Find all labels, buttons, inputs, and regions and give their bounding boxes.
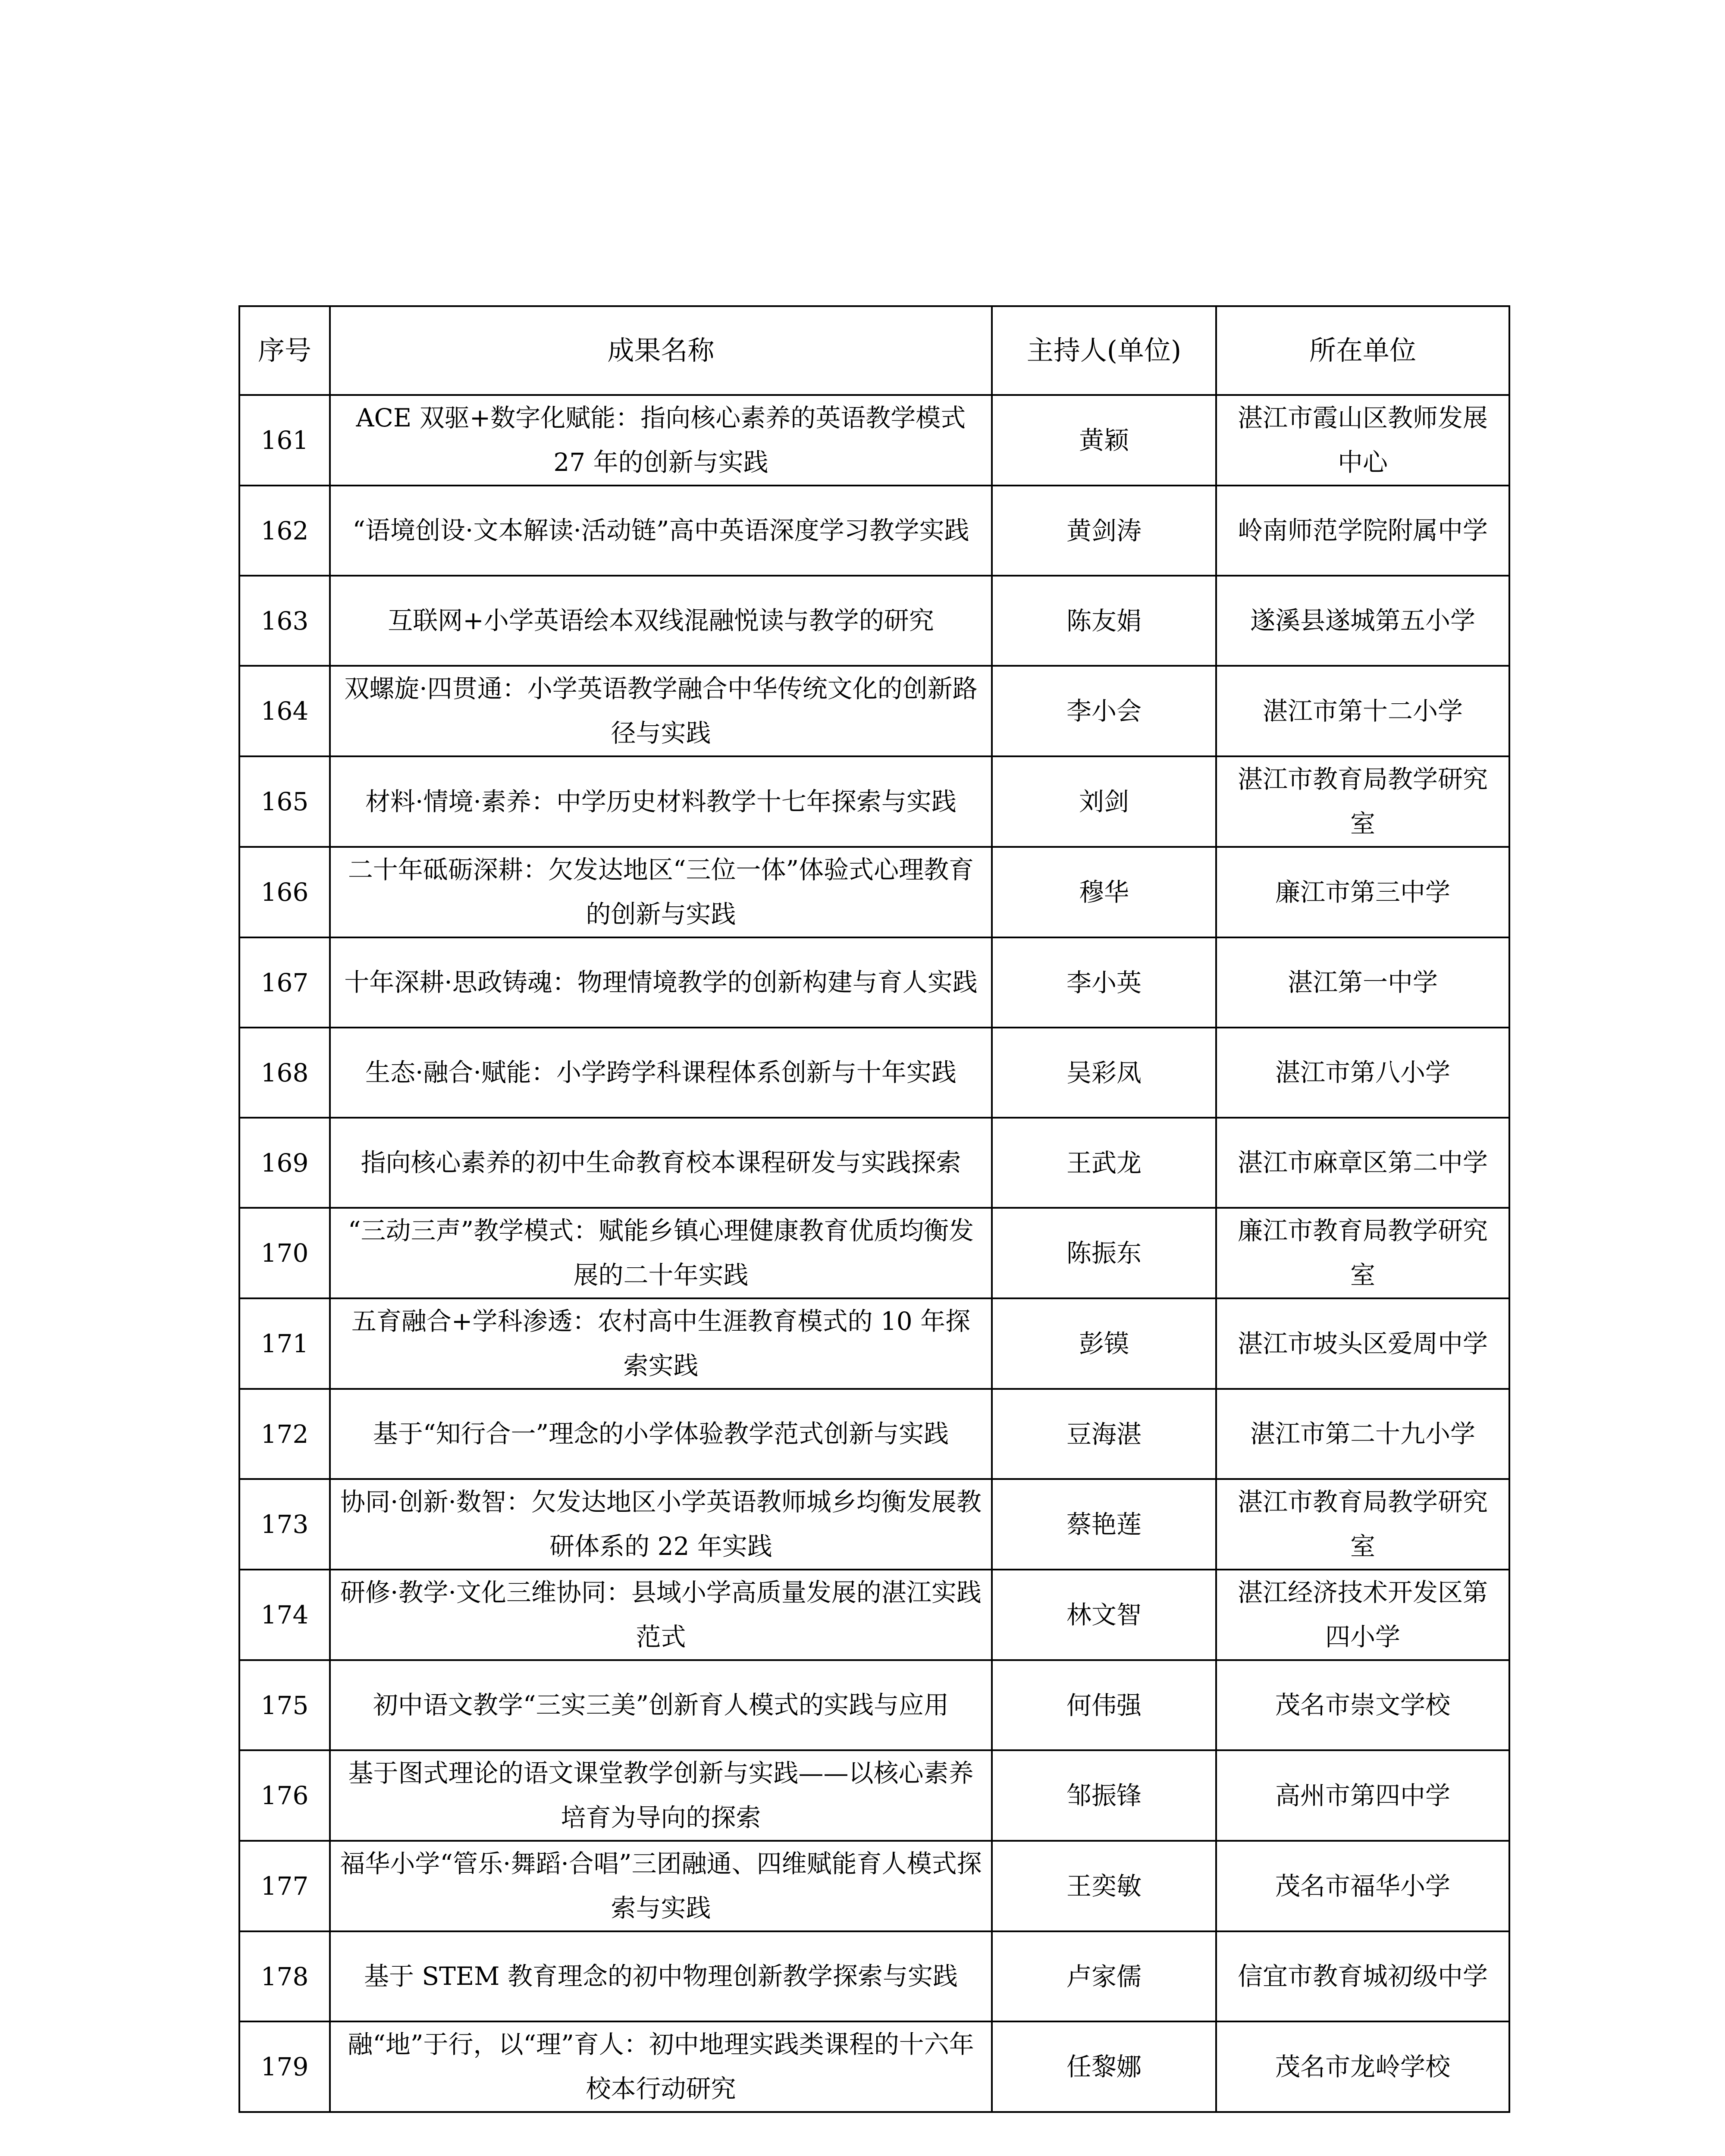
table-row [239,486,1509,576]
host-name: 蔡艳莲 [992,1479,1216,1570]
achievement-title: 融“地”于行，以“理”育人：初中地理实践类课程的十六年校本行动研究 [330,2021,992,2112]
header-no: 序号 [239,306,330,395]
unit-name: 湛江经济技术开发区第四小学 [1216,1570,1509,1660]
unit-name: 遂溪县遂城第五小学 [1216,576,1509,666]
row-number: 167 [239,937,330,1028]
awards-table [238,305,1510,2113]
achievement-title: “三动三声”教学模式：赋能乡镇心理健康教育优质均衡发展的二十年实践 [330,1208,992,1298]
row-number: 163 [239,576,330,666]
achievement-title: 指向核心素养的初中生命教育校本课程研发与实践探索 [330,1118,992,1208]
achievement-title: 生态·融合·赋能：小学跨学科课程体系创新与十年实践 [330,1028,992,1118]
table-row [239,937,1509,1028]
achievement-title: 研修·教学·文化三维协同：县域小学高质量发展的湛江实践范式 [330,1570,992,1660]
host-name: 吴彩凤 [992,1028,1216,1118]
host-name: 王武龙 [992,1118,1216,1208]
table-row [239,1298,1509,1389]
table-row [239,1841,1509,1931]
unit-name: 湛江市第二十九小学 [1216,1389,1509,1479]
row-number: 169 [239,1118,330,1208]
unit-name: 茂名市龙岭学校 [1216,2021,1509,2112]
row-number: 161 [239,395,330,486]
unit-name: 湛江市坡头区爱周中学 [1216,1298,1509,1389]
achievement-title: 双螺旋·四贯通：小学英语教学融合中华传统文化的创新路径与实践 [330,666,992,756]
row-number: 179 [239,2021,330,2112]
achievement-title: 五育融合+学科渗透：农村高中生涯教育模式的 10 年探索实践 [330,1298,992,1389]
row-number: 174 [239,1570,330,1660]
row-number: 170 [239,1208,330,1298]
host-name: 黄颖 [992,395,1216,486]
row-number: 164 [239,666,330,756]
row-number: 165 [239,756,330,847]
unit-name: 湛江市教育局教学研究室 [1216,756,1509,847]
achievement-title: 基于“知行合一”理念的小学体验教学范式创新与实践 [330,1389,992,1479]
row-number: 177 [239,1841,330,1931]
host-name: 卢家儒 [992,1931,1216,2021]
host-name: 任黎娜 [992,2021,1216,2112]
achievement-title: 十年深耕·思政铸魂：物理情境教学的创新构建与育人实践 [330,937,992,1028]
host-name: 王奕敏 [992,1841,1216,1931]
table-header-row [239,306,1509,395]
unit-name: 湛江第一中学 [1216,937,1509,1028]
unit-name: 茂名市崇文学校 [1216,1660,1509,1750]
unit-name: 湛江市霞山区教师发展中心 [1216,395,1509,486]
header-title: 成果名称 [330,306,992,395]
row-number: 175 [239,1660,330,1750]
table-row [239,756,1509,847]
row-number: 178 [239,1931,330,2021]
host-name: 林文智 [992,1570,1216,1660]
unit-name: 岭南师范学院附属中学 [1216,486,1509,576]
host-name: 邹振锋 [992,1750,1216,1841]
row-number: 168 [239,1028,330,1118]
unit-name: 茂名市福华小学 [1216,1841,1509,1931]
unit-name: 信宜市教育城初级中学 [1216,1931,1509,2021]
row-number: 173 [239,1479,330,1570]
achievement-title: ACE 双驱+数字化赋能：指向核心素养的英语教学模式 27 年的创新与实践 [330,395,992,486]
achievement-title: 协同·创新·数智：欠发达地区小学英语教师城乡均衡发展教研体系的 22 年实践 [330,1479,992,1570]
table-row [239,1660,1509,1750]
row-number: 176 [239,1750,330,1841]
table-row [239,1570,1509,1660]
table-row [239,1389,1509,1479]
achievement-title: 基于图式理论的语文课堂教学创新与实践——以核心素养培育为导向的探索 [330,1750,992,1841]
row-number: 171 [239,1298,330,1389]
host-name: 陈友娟 [992,576,1216,666]
table-row [239,1931,1509,2021]
table-row [239,1118,1509,1208]
table-row [239,395,1509,486]
achievement-title: 互联网+小学英语绘本双线混融悦读与教学的研究 [330,576,992,666]
header-unit: 所在单位 [1216,306,1509,395]
table-row [239,1208,1509,1298]
header-host: 主持人(单位) [992,306,1216,395]
table-row [239,576,1509,666]
unit-name: 廉江市第三中学 [1216,847,1509,937]
table-row [239,1750,1509,1841]
row-number: 162 [239,486,330,576]
host-name: 刘剑 [992,756,1216,847]
achievement-title: 初中语文教学“三实三美”创新育人模式的实践与应用 [330,1660,992,1750]
table-body [239,395,1509,2112]
achievement-title: 材料·情境·素养：中学历史材料教学十七年探索与实践 [330,756,992,847]
achievement-title: 基于 STEM 教育理念的初中物理创新教学探索与实践 [330,1931,992,2021]
unit-name: 高州市第四中学 [1216,1750,1509,1841]
host-name: 穆华 [992,847,1216,937]
unit-name: 廉江市教育局教学研究室 [1216,1208,1509,1298]
table-row [239,1028,1509,1118]
table-row [239,666,1509,756]
achievement-title: 二十年砥砺深耕：欠发达地区“三位一体”体验式心理教育的创新与实践 [330,847,992,937]
host-name: 彭镆 [992,1298,1216,1389]
host-name: 李小会 [992,666,1216,756]
host-name: 李小英 [992,937,1216,1028]
host-name: 豆海湛 [992,1389,1216,1479]
host-name: 陈振东 [992,1208,1216,1298]
unit-name: 湛江市第八小学 [1216,1028,1509,1118]
row-number: 172 [239,1389,330,1479]
table-row [239,847,1509,937]
host-name: 黄剑涛 [992,486,1216,576]
host-name: 何伟强 [992,1660,1216,1750]
achievement-title: “语境创设·文本解读·活动链”高中英语深度学习教学实践 [330,486,992,576]
row-number: 166 [239,847,330,937]
unit-name: 湛江市教育局教学研究室 [1216,1479,1509,1570]
table-row [239,1479,1509,1570]
unit-name: 湛江市麻章区第二中学 [1216,1118,1509,1208]
achievement-title: 福华小学“管乐·舞蹈·合唱”三团融通、四维赋能育人模式探索与实践 [330,1841,992,1931]
unit-name: 湛江市第十二小学 [1216,666,1509,756]
table-row [239,2021,1509,2112]
